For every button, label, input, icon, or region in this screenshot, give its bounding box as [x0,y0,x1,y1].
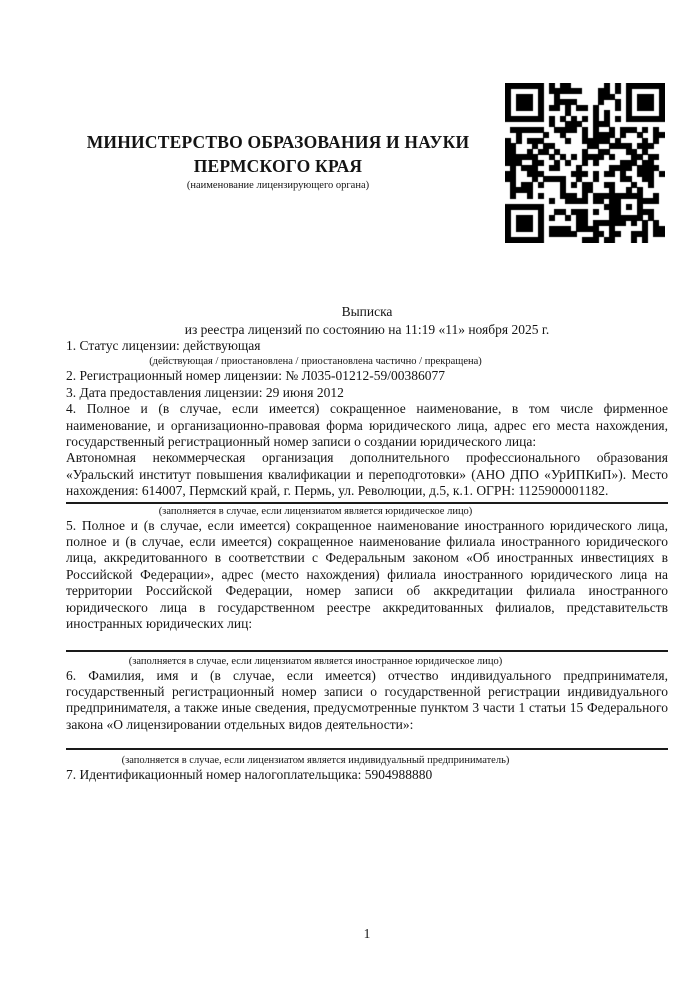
fill-in-line-item-4 [66,502,668,504]
item-4-answer: Автономная некоммерческая организация дополнительного профессионального образования «Уральский институт повышения квалификации и переподготовки» (АНО ДПО «УрИПКиП»). Место нахождения: 614007, Пермский край, г. Пермь, ул. Революции, д.5, к.1. ОГРН: 1125900001182. [66,450,668,499]
item-1-license-status: 1. Статус лицензии: действующая [66,338,261,353]
item-2-registration-number: 2. Регистрационный номер лицензии: № Л035-01212-59/00386077 [66,368,446,384]
item-5-question: 5. Полное и (в случае, если имеется) сокращенное наименование иностранного юридического лица, полное и (в случае, если имеется) сокращенное наименование филиала иностранного юридического лица, аккредитованного в соответствии с Федеральным законом «Об иностранных инвестициях в Российской Федерации», адрес (место нахождения) филиала иностранного юридического лица на территории Российской Федерации, номер записи об аккредитации филиала иностранного юридического лица в государственном реестре аккредитованных филиалов, представительств иностранных юридических лиц: [66,517,668,632]
licensing-authority-caption: (наименование лицензирующего органа) [186,180,370,191]
ministry-name-line2: ПЕРМСКОГО КРАЯ [193,156,363,176]
qr-code-canvas [505,83,665,243]
item-6-question: 6. Фамилия, имя и (в случае, если имеется) отчество индивидуального предпринимателя, государственный регистрационный номер записи о государственной регистрации индивидуального предпринимателя, а также иные сведения, предусмотренные пунктом 3 части 1 статьи 15 Федерального закона «О лицензировании отдельных видов деятельности»: [66,667,668,732]
item-4-question: 4. Полное и (в случае, если имеется) сокращенное наименование, в том числе фирменное наименование, и организационно-правовая форма юридического лица, адрес его места нахождения, государственный регистрационный номер записи о создании юридического лица: [66,401,668,450]
item-3-license-date: 3. Дата предоставления лицензии: 29 июня 2012 [66,384,344,400]
item-1-caption: (действующая / приостановлена / приостановлена частично / прекращена) [149,356,482,368]
document-body [66,300,668,784]
item-5-caption: (заполняется в случае, если лицензиатом является иностранное юридическое лицо) [128,655,503,667]
title-line2: из реестра лицензий по состоянию на 11:19 «11» ноября 2025 г. [184,321,550,337]
ministry-name-line1: МИНИСТЕРСТВО ОБРАЗОВАНИЯ И НАУКИ [86,132,470,152]
fill-in-line-item-5 [66,650,668,652]
item-7-taxpayer-number: 7. Идентификационный номер налогоплательщика: 5904988880 [66,767,433,783]
ministry-header [66,130,490,192]
title-line1: Выписка [341,304,393,319]
qr-code [505,83,665,243]
item-4-caption: (заполняется в случае, если лицензиатом является юридическое лицо) [158,505,473,517]
item-6-caption: (заполняется в случае, если лицензиатом является индивидуальный предприниматель) [121,755,510,767]
document-title [66,303,668,338]
fill-in-line-item-6 [66,748,668,750]
page-number: 1 [363,926,371,941]
